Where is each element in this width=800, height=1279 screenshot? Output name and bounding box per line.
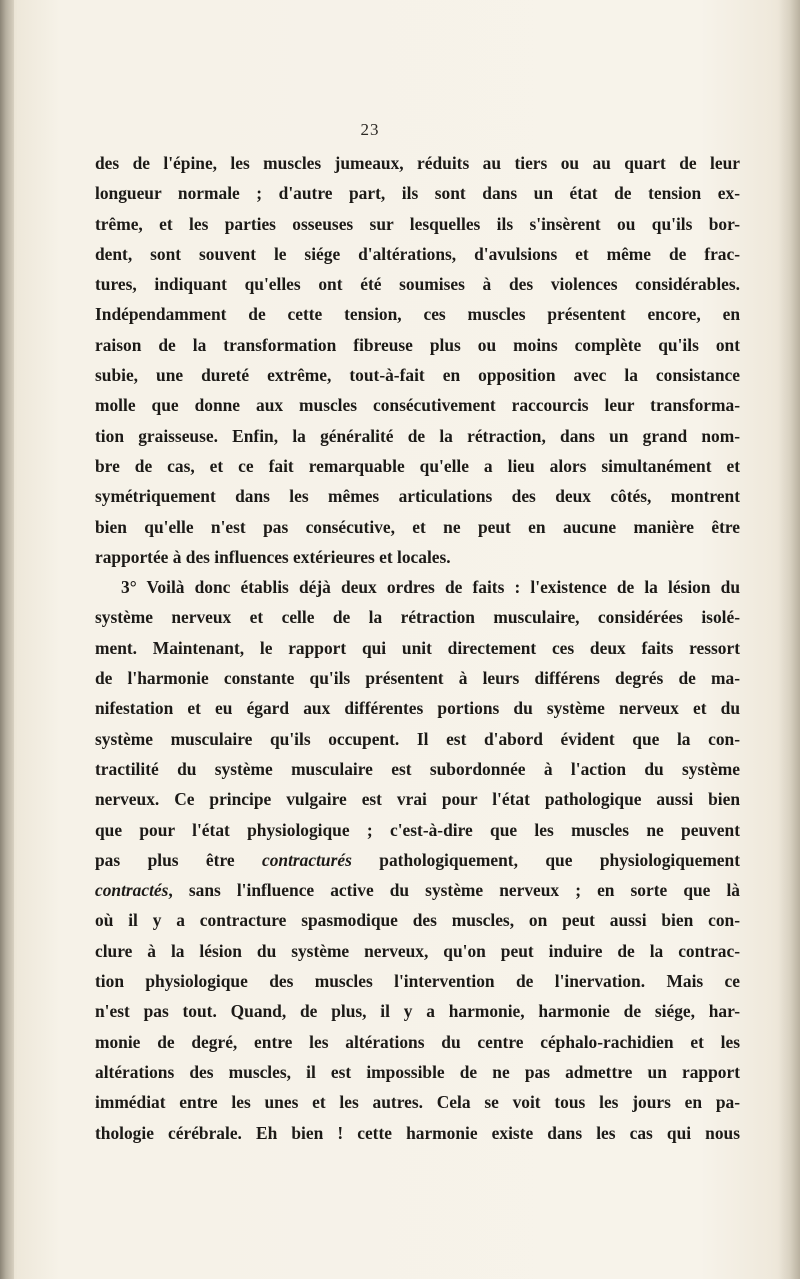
text-line: nifestation et eu égard aux différentes portions du système nerveux et du <box>95 698 740 719</box>
text-line: que pour l'état physiologique ; c'est-à-dire que les muscles ne peuvent <box>95 819 740 840</box>
text-line: monie de degré, entre les altérations du centre céphalo-rachidien et les <box>95 1031 740 1052</box>
text-line-paragraph-end: rapportée à des influences extérieures et locales. <box>95 546 451 567</box>
page-number: 23 <box>360 120 380 139</box>
text-line: subie, une dureté extrême, tout-à-fait en opposition avec la consistance <box>95 365 740 386</box>
text-line: trême, et les parties osseuses sur lesquelles ils s'insèrent ou qu'ils bor- <box>95 213 740 234</box>
text-line: bien qu'elle n'est pas consécutive, et ne peut en aucune manière être <box>95 516 740 537</box>
body-text <box>95 148 740 1148</box>
text-line: des de l'épine, les muscles jumeaux, réduits au tiers ou au quart de leur <box>95 153 740 173</box>
text-line: tures, indiquant qu'elles ont été soumises à des violences considérables. <box>95 274 740 295</box>
text-line: immédiat entre les unes et les autres. Cela se voit tous les jours en pa- <box>95 1092 740 1113</box>
text-line: système nerveux et celle de la rétraction musculaire, considérées isolé- <box>95 607 740 628</box>
page-gutter-shadow <box>0 0 14 1279</box>
italic-term: contracturés <box>262 849 352 870</box>
text-line-paragraph-start: 3° Voilà donc établis déjà deux ordres de faits : l'existence de la lésion du <box>121 577 740 598</box>
text-run: , sans l'influence active du système nerveux ; en sorte que là <box>168 880 740 901</box>
text-run: pas plus être <box>95 849 262 870</box>
text-line: ment. Maintenant, le rapport qui unit directement ces deux faits ressort <box>95 637 740 658</box>
text-line-with-italic <box>95 875 740 905</box>
text-run: pathologiquement, que physiologiquement <box>351 849 740 870</box>
text-line: longueur normale ; d'autre part, ils sont dans un état de tension ex- <box>95 183 740 204</box>
text-line: altérations des muscles, il est impossible de ne pas admettre un rapport <box>95 1061 740 1082</box>
text-line: symétriquement dans les mêmes articulations des deux côtés, montrent <box>95 486 740 507</box>
italic-term: contractés <box>95 880 169 901</box>
text-line: où il y a contracture spasmodique des muscles, on peut aussi bien con- <box>95 910 740 931</box>
text-line: tractilité du système musculaire est subordonnée à l'action du système <box>95 758 740 779</box>
text-line: tion physiologique des muscles l'intervention de l'inervation. Mais ce <box>95 971 740 992</box>
text-line: thologie cérébrale. Eh bien ! cette harmonie existe dans les cas qui nous <box>95 1122 740 1143</box>
text-line: système musculaire qu'ils occupent. Il est d'abord évident que la con- <box>95 728 740 749</box>
text-line: bre de cas, et ce fait remarquable qu'elle a lieu alors simultanément et <box>95 455 740 476</box>
text-line: nerveux. Ce principe vulgaire est vrai pour l'état pathologique aussi bien <box>95 789 740 810</box>
text-line: Indépendamment de cette tension, ces muscles présentent encore, en <box>95 304 740 325</box>
text-line: clure à la lésion du système nerveux, qu'on peut induire de la contrac- <box>95 940 740 961</box>
page-edge-shadow <box>778 0 800 1279</box>
text-line: dent, sont souvent le siége d'altérations, d'avulsions et même de frac- <box>95 243 740 264</box>
text-line: tion graisseuse. Enfin, la généralité de la rétraction, dans un grand nom- <box>95 425 740 446</box>
text-line: raison de la transformation fibreuse plus ou moins complète qu'ils ont <box>95 334 740 355</box>
text-line: de l'harmonie constante qu'ils présentent à leurs différens degrés de ma- <box>95 668 740 689</box>
text-line-with-italic <box>95 845 740 875</box>
text-line: n'est pas tout. Quand, de plus, il y a harmonie, harmonie de siége, har- <box>95 1001 740 1022</box>
text-line: molle que donne aux muscles consécutivement raccourcis leur transforma- <box>95 395 740 416</box>
